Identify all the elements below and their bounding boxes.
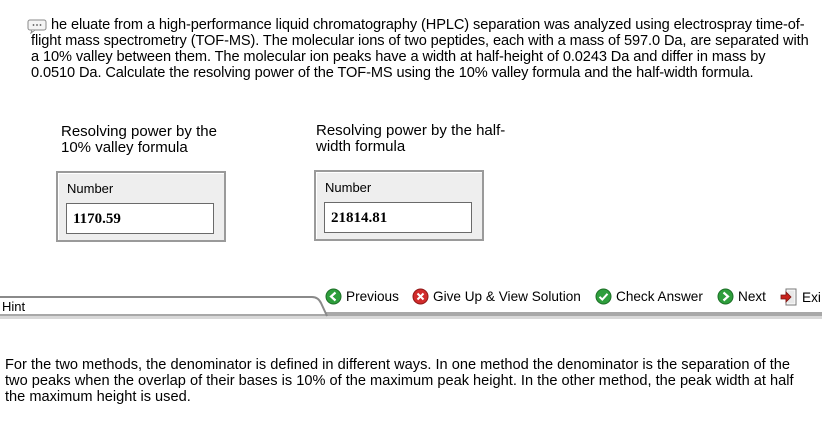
check-answer-label: Check Answer	[616, 289, 703, 304]
give-up-label: Give Up & View Solution	[433, 289, 581, 304]
question-text: he eluate from a high-performance liquid chromatography (HPLC) separation was analyzed using electrospray time-of-flight mass spectrometry (TOF-MS). The molecular ions of two peptides, each with a mass of 597.0 Da, are separated with a 10% valley between them. The molecular ion peaks have a width at half-height of 0.0243 Da and differ in mass by 0.0510 Da. Calculate the resolving power of the TOF-MS using the 10% valley formula and the half-width formula.	[31, 17, 809, 81]
next-arrow-icon	[717, 288, 734, 305]
previous-label: Previous	[346, 289, 399, 304]
exit-door-icon	[780, 288, 798, 306]
answer-box-halfwidth	[314, 170, 484, 241]
give-up-x-icon	[412, 288, 429, 305]
previous-arrow-icon	[325, 288, 342, 305]
hint-tab[interactable]	[0, 292, 330, 320]
hint-tab-label[interactable]: Hint	[2, 299, 26, 314]
exit-label: Exi	[802, 289, 821, 305]
answer-box-valley	[56, 171, 226, 242]
answer-label-halfwidth: Resolving power by the half-width formula	[316, 122, 506, 155]
hint-text: For the two methods, the denominator is defined in different ways. In one method the denominator is the separation of the two peaks when the overlap of their bases is 10% of the maximum peak height. In the other method, the peak width at half the maximum height is used.	[5, 357, 794, 405]
exit-button[interactable]	[780, 288, 821, 306]
number-caption: Number	[325, 180, 372, 195]
next-button[interactable]	[717, 288, 766, 305]
halfwidth-answer-input[interactable]: 21814.81	[324, 202, 472, 233]
valley-answer-input[interactable]: 1170.59	[66, 203, 214, 234]
check-icon	[595, 288, 612, 305]
check-answer-button[interactable]	[595, 288, 703, 305]
number-caption: Number	[67, 181, 114, 196]
answer-label-valley: Resolving power by the 10% valley formula	[61, 123, 217, 156]
next-label: Next	[738, 289, 766, 304]
previous-button[interactable]	[325, 288, 399, 305]
give-up-button[interactable]	[412, 288, 581, 305]
